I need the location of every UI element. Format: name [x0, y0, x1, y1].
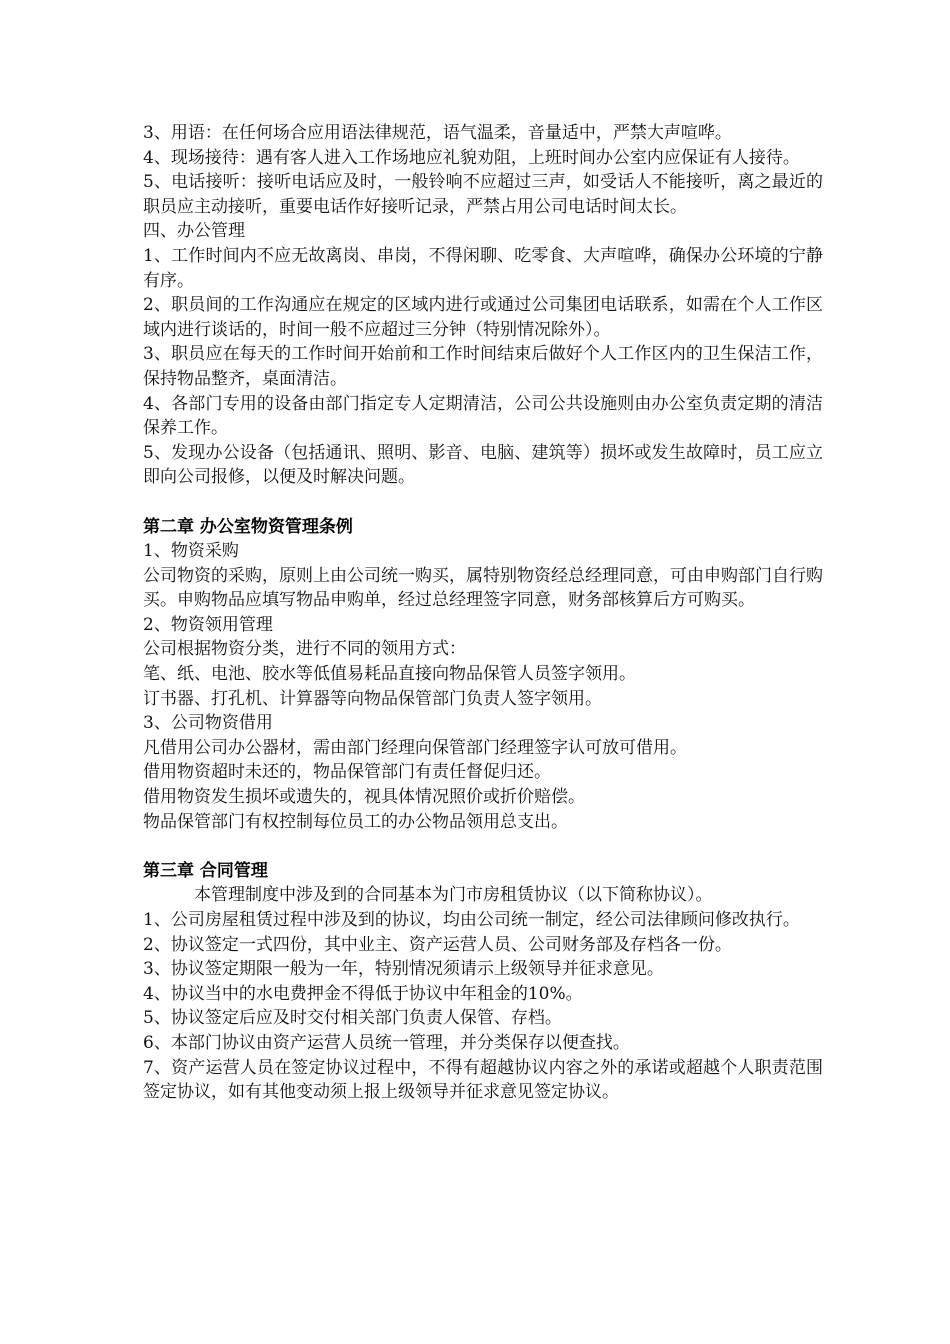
paragraph-item: 6、本部门协议由资产运营人员统一管理，并分类保存以便查找。: [143, 1032, 630, 1053]
chapter-title: 第三章 合同管理: [143, 860, 268, 881]
paragraph-item: 公司根据物资分类，进行不同的领用方式：: [143, 639, 466, 660]
paragraph-item: 4、现场接待：遇有客人进入工作场地应礼貌劝阻，上班时间办公室内应保证有人接待。: [143, 147, 800, 168]
paragraph-item: 物品保管部门有权控制每位员工的办公物品领用总支出。: [143, 811, 568, 832]
paragraph-item: 4、各部门专用的设备由部门指定专人定期清洁，公司公共设施则由办公室负责定期的清洁保养工作。: [143, 393, 823, 439]
paragraph-item: 笔、纸、电池、胶水等低值易耗品直接向物品保管人员签字领用。: [143, 664, 636, 685]
paragraph-item: 凡借用公司办公器材，需由部门经理向保管部门经理签字认可放可借用。: [143, 737, 687, 758]
paragraph-item: 借用物资发生损坏或遗失的，视具体情况照价或折价赔偿。: [143, 787, 585, 808]
paragraph-item: 2、物资领用管理: [143, 614, 273, 635]
document-body: [143, 121, 823, 1105]
paragraph-item: 公司物资的采购，原则上由公司统一购买，属特别物资经总经理同意，可由申购部门自行购买。申购物品应填写物品申购单，经过总经理签字同意，财务部核算后方可购买。: [143, 565, 823, 611]
paragraph-item: 4、协议当中的水电费押金不得低于协议中年租金的10%。: [143, 983, 583, 1004]
paragraph-item: 2、职员间的工作沟通应在规定的区域内进行或通过公司集团电话联系，如需在个人工作区域内进行谈话的，时间一般不应超过三分钟（特别情况除外）。: [143, 295, 823, 340]
paragraph-item: 3、职员应在每天的工作时间开始前和工作时间结束后做好个人工作区内的卫生保洁工作，保持物品整齐，桌面清洁。: [143, 344, 823, 389]
section-heading: 四、办公管理: [143, 221, 245, 242]
paragraph-item: 3、公司物资借用: [143, 713, 273, 734]
paragraph-item: 借用物资超时未还的，物品保管部门有责任督促归还。: [143, 762, 551, 783]
paragraph-item: 2、协议签定一式四份，其中业主、资产运营人员、公司财务部及存档各一份。: [143, 934, 732, 955]
paragraph-item: 1、物资采购: [143, 541, 239, 562]
paragraph-item: 3、用语：在任何场合应用语法律规范，语气温柔，音量适中，严禁大声喧哗。: [143, 123, 732, 143]
paragraph-item: 7、资产运营人员在签定协议过程中，不得有超越协议内容之外的承诺或超越个人职责范围签定协议，如有其他变动须上报上级领导并征求意见签定协议。: [143, 1057, 823, 1103]
paragraph-item: 3、协议签定期限一般为一年，特别情况须请示上级领导并征求意见。: [143, 959, 664, 980]
chapter-title: 第二章 办公室物资管理条例: [143, 516, 353, 537]
paragraph-item: 5、发现办公设备（包括通讯、照明、影音、电脑、建筑等）损坏或发生故障时，员工应立即向公司报修，以便及时解决问题。: [143, 442, 823, 488]
paragraph-item: 1、工作时间内不应无故离岗、串岗，不得闲聊、吃零食、大声喧哗，确保办公环境的宁静有序。: [143, 245, 823, 291]
paragraph-item: 订书器、打孔机、计算器等向物品保管部门负责人签字领用。: [143, 688, 602, 709]
paragraph-item: 5、电话接听：接听电话应及时，一般铃响不应超过三声，如受话人不能接听，离之最近的职员应主动接听，重要电话作好接听记录，严禁占用公司电话时间太长。: [143, 172, 823, 217]
paragraph-item: 1、公司房屋租赁过程中涉及到的协议，均由公司统一制定，经公司法律顾问修改执行。: [143, 910, 800, 930]
chapter-intro: 本管理制度中涉及到的合同基本为门市房租赁协议（以下简称协议）。: [194, 885, 713, 906]
paragraph-item: 5、协议签定后应及时交付相关部门负责人保管、存档。: [143, 1008, 562, 1029]
